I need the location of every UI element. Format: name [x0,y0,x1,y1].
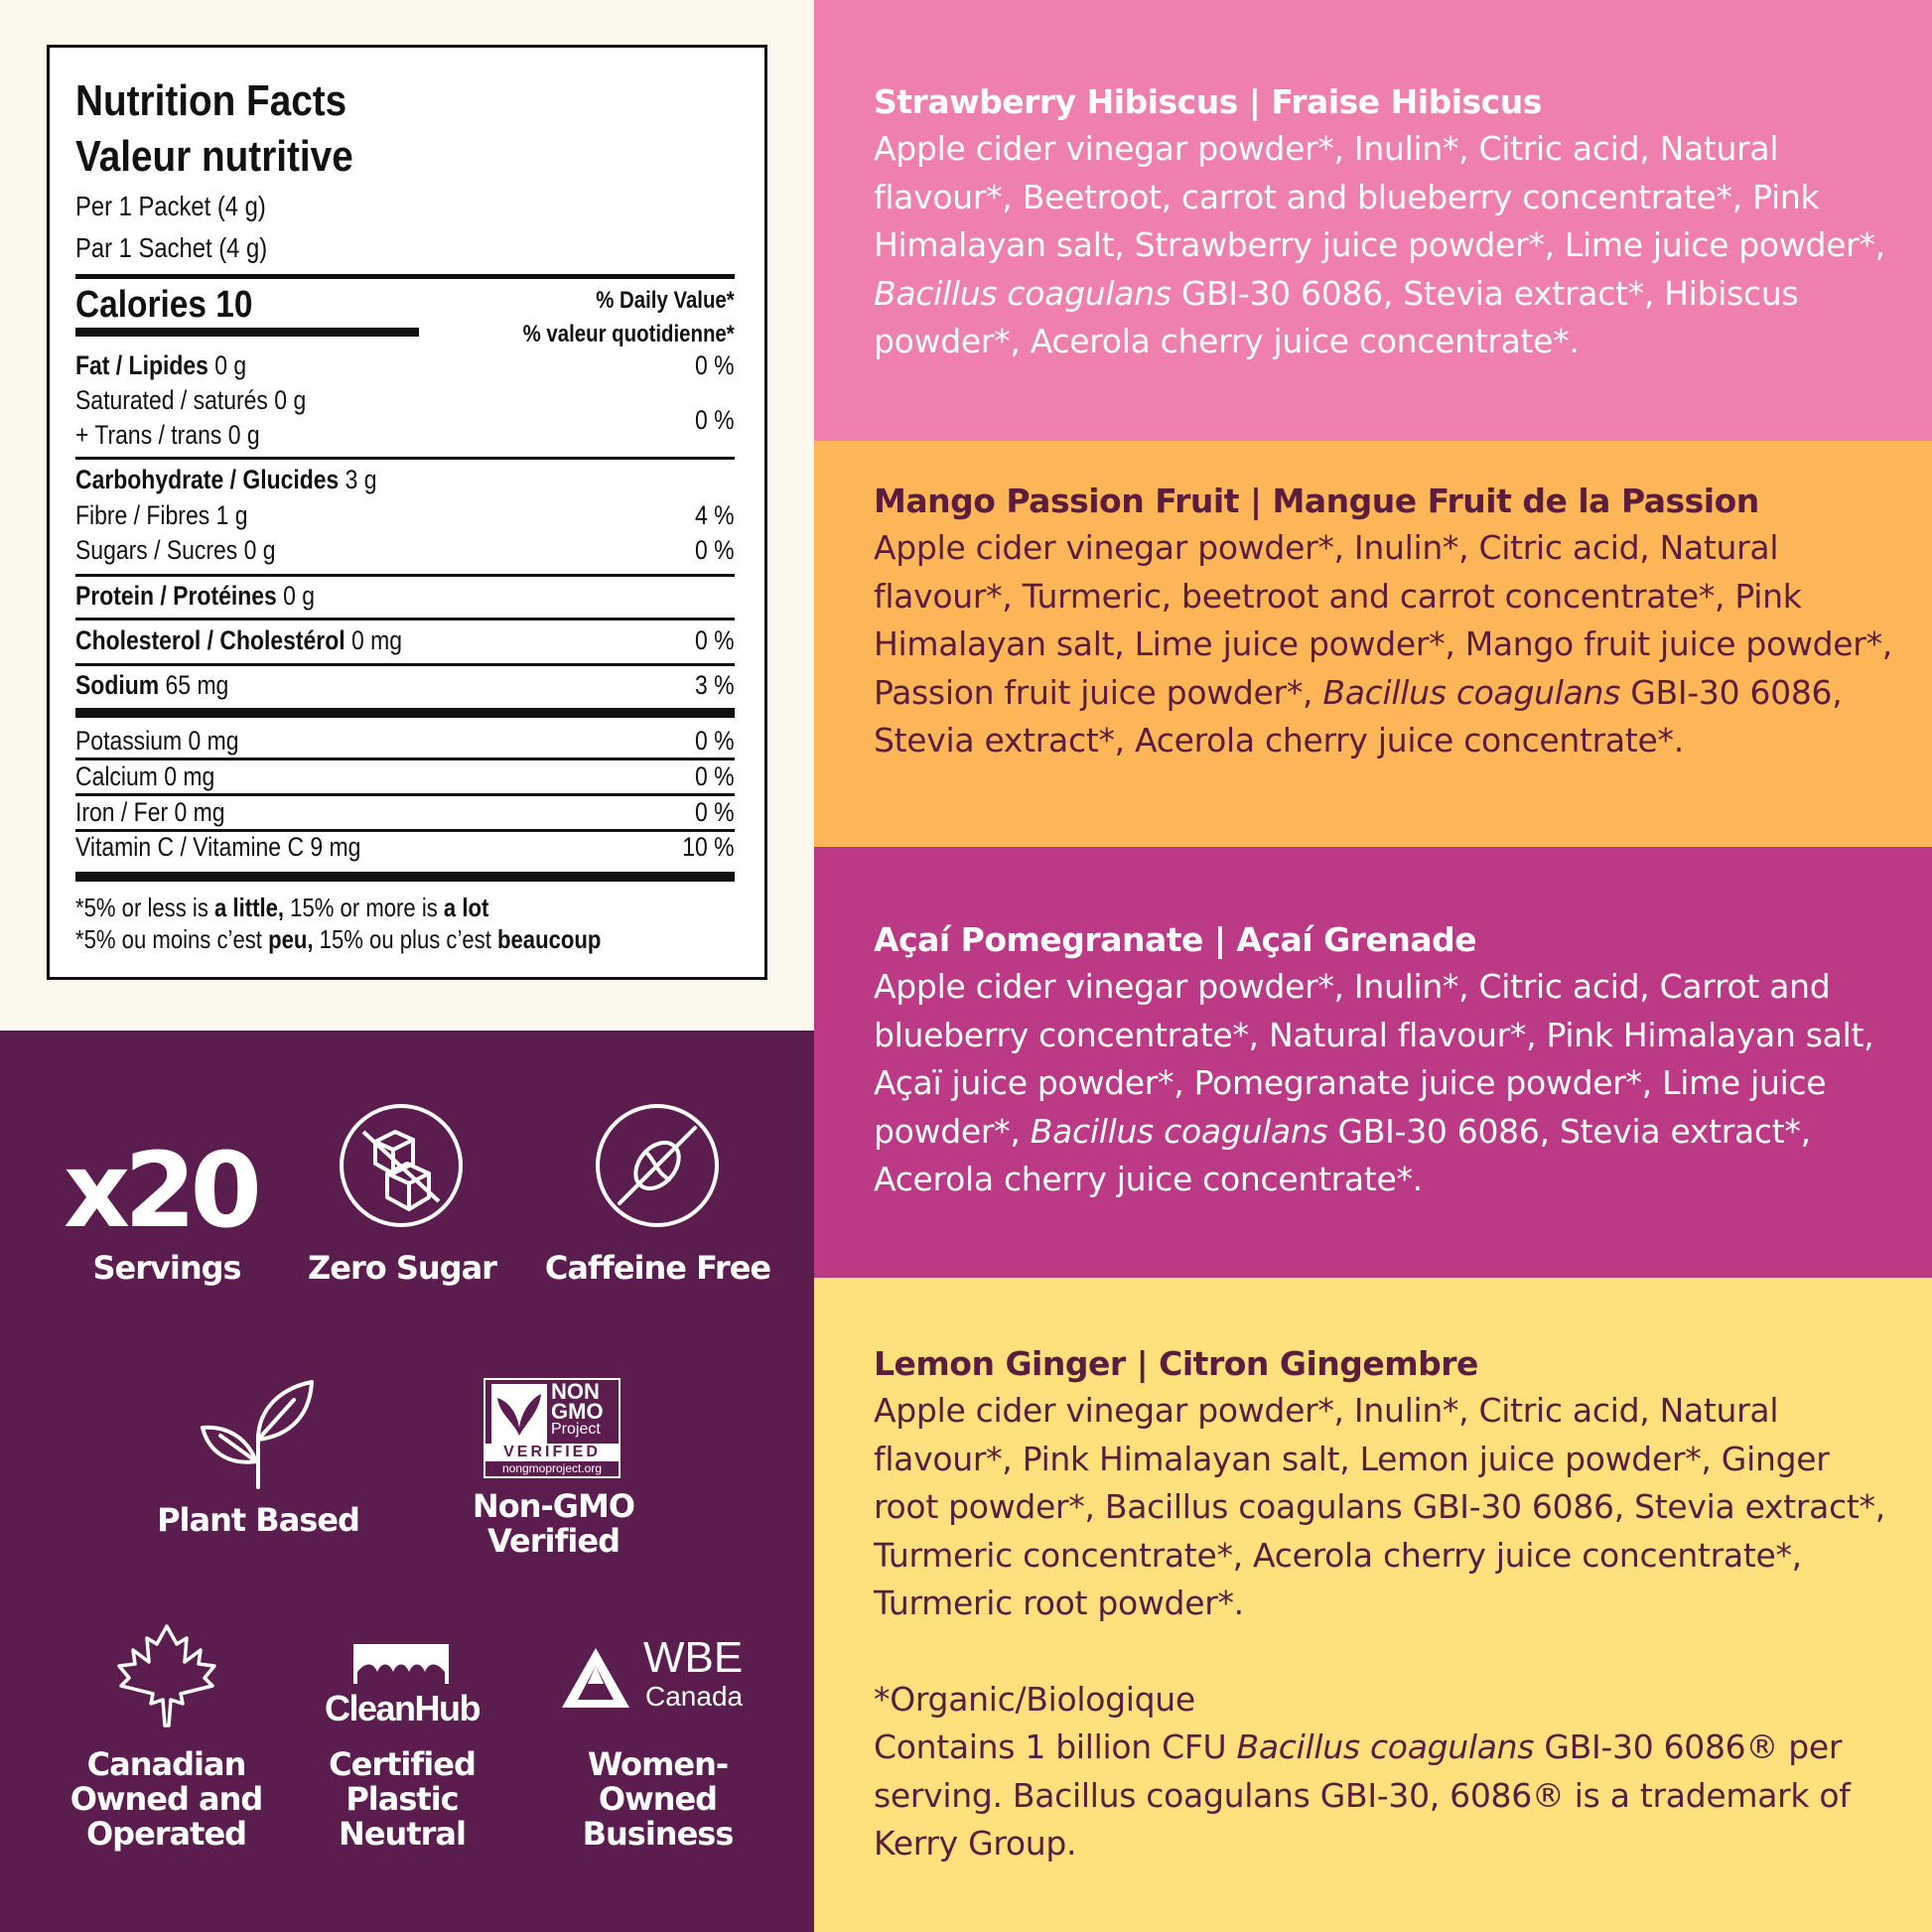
non-gmo-line1: Non-GMO [472,1487,635,1525]
cleanhub-line1: Certified [329,1745,476,1783]
nutrient-pct: 10 % [682,832,735,862]
flavour-title: Açaí Pomegranate | Açaí Grenade [874,920,1477,959]
footnote-bold: beaucoup [497,924,602,954]
wbe-line3: Business [582,1815,734,1853]
organic-note: *Organic/Biologique [874,1679,1195,1719]
flavour-ingredients [874,125,1892,366]
servings-label: Servings [92,1249,241,1287]
nutrient-label: Sodium [75,670,160,700]
footnote-bold: a little, [214,893,285,922]
nutrient-amount: 0 mg [164,761,215,791]
rule [75,457,735,460]
cleanhub-line2: Plastic [345,1780,459,1818]
footnote-text: *5% ou moins c’est [75,924,269,954]
nutrient-amount: 0 g [227,420,260,450]
ingredients-text: Apple cider vinegar powder*, Inulin*, Citric acid, Natural flavour*, Beetroot, carrot and blueberry concentrate*, Pink Himalayan salt, Strawberry juice powder*, Lime juice powder*, [874,129,1885,264]
nutrient-pct: 0 % [695,405,735,435]
flavour-title: Lemon Ginger | Citron Gingembre [874,1344,1478,1383]
ngmo-verified: VERIFIED [485,1444,619,1461]
nutrient-amount: 0 g [243,535,276,565]
flavour-panel-lemon [814,1278,1932,1932]
calories-label: Calories [75,284,207,326]
cfu-text: Contains 1 billion CFU [874,1727,1237,1766]
nutrient-label: Fat / Lipides [75,350,208,380]
nutrient-pct: 0 % [695,797,735,827]
maple-leaf-icon [115,1622,218,1727]
flavour-title: Strawberry Hibiscus | Fraise Hibiscus [874,82,1542,121]
footnote-bold: a lot [443,893,489,922]
nutrient-amount: 0 mg [188,726,239,756]
nutrient-pct: 4 % [695,500,735,530]
non-gmo-logo [483,1378,621,1478]
wbe-logo-canada: Canada [645,1681,744,1712]
coffee-bean-crossed-icon [594,1102,721,1229]
nutrition-title-fr: Valeur nutritive [75,132,353,181]
cleanhub-label [298,1747,506,1852]
footnote-text: 15% or more is [284,893,444,922]
cleanhub-line3: Neutral [339,1815,466,1853]
calories-value: 10 [215,284,253,326]
flavour-ingredients [874,524,1892,765]
non-gmo-label [442,1489,665,1559]
wbe-logo-text: WBE [643,1633,744,1682]
flavour-panel-strawberry [814,0,1932,441]
nutrient-label: Calcium [75,761,158,791]
daily-value-en: % Daily Value* [596,287,735,314]
nutrient-label: Cholesterol / Cholestérol [75,625,345,655]
nutrient-amount: 0 g [274,385,307,415]
ingredients-text: GBI-30 6086, Stevia extract*, Acerola cherry juice concentrate*. [874,1111,1811,1198]
calories-rule [75,328,419,337]
nutrient-label: Protein / Protéines [75,581,277,611]
nutrient-amount: 0 g [214,350,247,380]
nutrient-label: Carbohydrate / Glucides [75,465,340,494]
nutrient-label: Iron / Fer [75,797,169,827]
daily-value-header [523,284,735,351]
nutrient-label: Sugars / Sucres [75,535,238,565]
cfu-text: GBI-30 6086® per serving. Bacillus coagulans GBI-30, 6086® is a trademark of Kerry Group. [874,1727,1851,1863]
sugar-cubes-crossed-icon [338,1102,465,1229]
nutrient-label: Fibre / Fibres [75,500,210,530]
caffeine-free-label: Caffeine Free [544,1249,771,1287]
nutrient-amount: 0 mg [351,625,403,655]
rule [75,574,735,577]
nutrition-facts-table [47,45,767,980]
rule [75,758,735,760]
ingredients-text: GBI-30 6086, Stevia extract*, Hibiscus powder*, Acerola cherry juice concentrate*. [874,273,1799,360]
ngmo-non: NON [551,1379,600,1404]
cleanhub-logo-text: CleanHub [324,1688,480,1728]
ingredients-text: GBI-30 6086, Stevia extract*, Acerola cherry juice concentrate*. [874,672,1843,759]
wbe-triangle-icon [558,1644,633,1716]
ngmo-gmo: GMO [551,1399,604,1424]
nutrient-amount: 0 g [283,581,316,611]
nutrient-pct: 0 % [695,726,735,756]
canadian-owned-label [50,1747,283,1852]
nutrient-label: Vitamin C / Vitamine C [75,832,305,862]
cfu-italic: Bacillus coagulans [1236,1727,1535,1766]
rule [75,793,735,796]
flavour-panel-acai [814,847,1932,1278]
nutrient-amount: 9 mg [310,832,361,862]
ingredients-italic: Bacillus coagulans [874,273,1172,313]
nutrient-pct: 0 % [695,350,735,380]
flavour-ingredients: Apple cider vinegar powder*, Inulin*, Citric acid, Natural flavour*, Pink Himalayan salt, Lemon juice powder*, Ginger root powder*, Bacillus coagulans GBI-30 6086, Stevia extract*, Turmeric concentrate*, Acerola cherry juice concentrate*, Turmeric root powder*. [874,1391,1885,1622]
footnote-en [75,892,488,923]
serving-size-fr: Par 1 Sachet (4 g) [75,232,268,263]
rule-thick [75,274,735,279]
nutrient-pct: 0 % [695,625,735,655]
calories [75,284,252,327]
nutrient-amount: 3 g [345,465,377,494]
footnote-bold: peu, [268,924,314,954]
wbe-line2: Owned [598,1780,718,1818]
servings-count: x20 [64,1130,256,1251]
daily-value-fr: % valeur quotidienne* [522,321,735,347]
rule [75,663,735,666]
rule-thick [75,872,735,882]
flavour-panel-mango [814,441,1932,847]
cfu-note [874,1724,1892,1868]
canadian-line3: Operated [85,1815,247,1853]
footnote-text: *5% or less is [75,893,215,922]
badges-section [0,1031,814,1932]
non-gmo-butterfly-icon [491,1384,547,1448]
nutrient-label: Saturated / saturés [75,385,268,415]
nutrient-pct: 3 % [695,670,735,700]
plant-based-label: Plant Based [157,1501,359,1539]
flavour-title: Mango Passion Fruit | Mangue Fruit de la Passion [874,482,1759,520]
footnote-text: 15% ou plus c’est [313,924,498,954]
ingredients-text: Apple cider vinegar powder*, Inulin*, Citric acid, Natural flavour*, Turmeric, beetroot and carrot concentrate*, Pink Himalayan salt, Lime juice powder*, Mango fruit juice powder*, Passion fruit juice powder*, [874,528,1892,712]
nutrient-pct: 0 % [695,761,735,791]
wbe-line1: Women- [587,1745,729,1783]
flavour-ingredients [874,963,1892,1204]
ngmo-url: nongmoproject.org [501,1461,603,1475]
footnote-fr [75,923,601,955]
nutrition-section [0,0,814,1031]
nutrient-label: + Trans / trans [75,420,222,450]
ingredients-text: Apple cider vinegar powder*, Inulin*, Citric acid, Carrot and blueberry concentrate*, Natural flavour*, Pink Himalayan salt, Açaï juice powder*, Pomegranate juice powder*, Lime juice powder*, [874,967,1874,1151]
non-gmo-line2: Verified [487,1522,620,1560]
nutrient-amount: 0 mg [174,797,225,827]
nutrient-label: Potassium [75,726,183,756]
cleanhub-waves-icon [353,1644,449,1684]
nutrition-facts-inner [75,48,735,977]
sprout-icon [199,1378,318,1489]
ngmo-project: Project [551,1421,601,1438]
zero-sugar-label: Zero Sugar [308,1249,496,1287]
ingredients-italic: Bacillus coagulans [1322,672,1621,712]
canadian-line1: Canadian [86,1745,246,1783]
rule [75,618,735,621]
canadian-line2: Owned and [69,1780,263,1818]
nutrition-title-en: Nutrition Facts [75,76,347,125]
serving-size-en: Per 1 Packet (4 g) [75,191,266,221]
ingredients-italic: Bacillus coagulans [1030,1111,1328,1151]
rule-thick [75,708,735,718]
nutrient-pct: 0 % [695,535,735,565]
wbe-label [546,1747,769,1852]
nutrient-amount: 65 mg [165,670,229,700]
nutrient-amount: 1 g [215,500,248,530]
